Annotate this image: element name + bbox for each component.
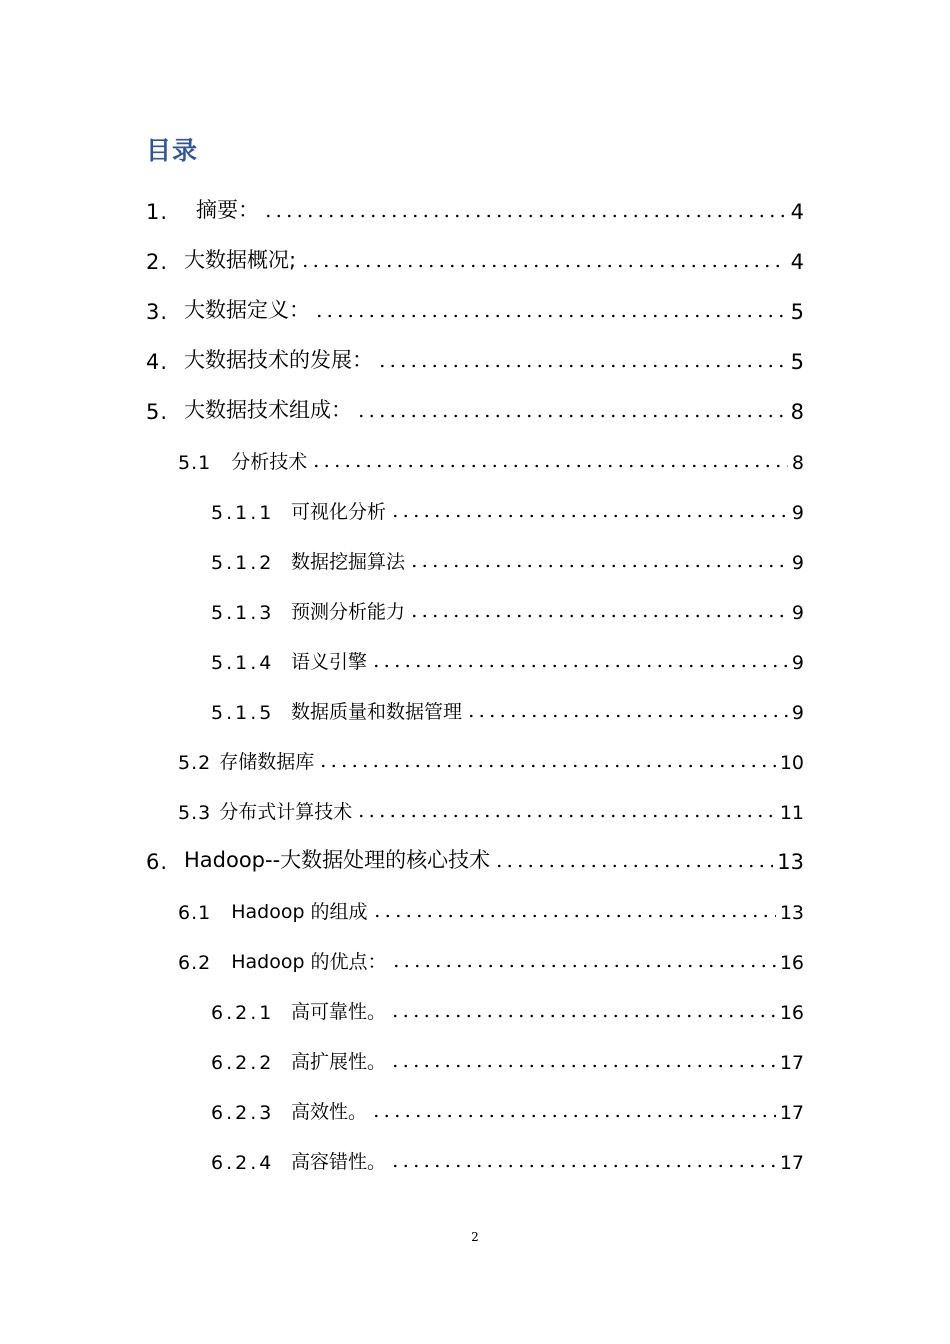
toc-entry-6-2-4[interactable] <box>211 1134 804 1174</box>
toc-entry-number: 5.1 <box>178 452 212 474</box>
toc-entry-page: 17 <box>779 1152 804 1174</box>
toc-leader-dots <box>390 1164 776 1168</box>
toc-entry-2[interactable] <box>146 234 804 274</box>
toc-leader-dots <box>466 714 788 718</box>
toc-entry-number: 6.2.1 <box>211 1002 275 1024</box>
toc-leader-dots <box>409 564 788 568</box>
toc-entry-label: 数据挖掘算法 <box>291 551 406 573</box>
page-number: 2 <box>471 1230 479 1244</box>
toc-entry-5-1-2[interactable] <box>211 534 804 574</box>
toc-entry-label: 高容错性。 <box>291 1151 387 1173</box>
toc-entry-label: 语义引擎 <box>291 651 368 673</box>
toc-entry-5-1-4[interactable] <box>211 634 804 674</box>
toc-entry-page: 13 <box>777 850 804 874</box>
toc-entry-number: 6. <box>146 850 169 874</box>
toc-entry-number: 3. <box>146 300 169 324</box>
toc-entry-number: 6.2.2 <box>211 1052 275 1074</box>
toc-entry-page: 4 <box>790 250 804 274</box>
toc-entry-page: 16 <box>779 1002 804 1024</box>
toc-leader-dots <box>311 464 788 468</box>
toc-leader-dots <box>371 1114 776 1118</box>
toc-entry-6-2-1[interactable] <box>211 984 804 1024</box>
toc-entry-number: 4. <box>146 350 169 374</box>
toc-entry-label: Hadoop 的优点： <box>231 951 387 973</box>
toc-entry-label: 大数据技术组成： <box>184 398 352 422</box>
toc-entry-number: 6.1 <box>178 902 212 924</box>
toc-leader-dots <box>356 414 787 418</box>
toc-entry-number: 6.2 <box>178 952 212 974</box>
toc-leader-dots <box>377 364 787 368</box>
toc-leader-dots <box>390 514 788 518</box>
toc-entry-page: 17 <box>779 1102 804 1124</box>
toc-entry-page: 5 <box>790 300 804 324</box>
toc-entry-page: 9 <box>791 652 804 674</box>
toc-entry-label: Hadoop 的组成 <box>231 901 368 923</box>
toc-entry-label: 分布式计算技术 <box>219 801 353 823</box>
toc-entry-number: 2. <box>146 250 169 274</box>
toc-entry-label: 摘要： <box>196 198 259 222</box>
toc-entry-number: 5. <box>146 400 169 424</box>
toc-entry-label: 高效性。 <box>291 1101 368 1123</box>
toc-entry-number: 5.1.2 <box>211 552 275 574</box>
toc-entry-5-2[interactable] <box>178 734 804 774</box>
toc-entry-6[interactable] <box>146 834 804 874</box>
toc-entry-page: 13 <box>779 902 804 924</box>
toc-entry-number: 5.2 <box>178 752 212 774</box>
toc-entry-label: 预测分析能力 <box>291 601 406 623</box>
toc-leader-dots <box>314 314 787 318</box>
toc-entry-5[interactable] <box>146 384 804 424</box>
toc-leader-dots <box>390 1014 776 1018</box>
toc-leader-dots <box>318 764 776 768</box>
toc-entry-page: 9 <box>791 552 804 574</box>
toc-entry-page: 17 <box>779 1052 804 1074</box>
toc-entry-1[interactable] <box>146 184 804 224</box>
toc-entry-label: 分析技术 <box>231 451 308 473</box>
toc-entry-label: 高扩展性。 <box>291 1051 387 1073</box>
toc-entry-number: 6.2.4 <box>211 1152 275 1174</box>
toc-entry-page: 11 <box>779 802 804 824</box>
toc-entry-page: 4 <box>790 200 804 224</box>
toc-entry-5-1-5[interactable] <box>211 684 804 724</box>
toc-leader-dots <box>391 964 776 968</box>
toc-entry-page: 10 <box>779 752 804 774</box>
toc-entry-page: 8 <box>790 400 804 424</box>
toc-entry-number: 5.1.1 <box>211 502 275 524</box>
toc-entry-number: 5.1.4 <box>211 652 275 674</box>
toc-leader-dots <box>494 864 773 868</box>
toc-leader-dots <box>372 914 776 918</box>
toc-entry-6-1[interactable] <box>178 884 804 924</box>
toc-leader-dots <box>263 214 787 218</box>
toc-leader-dots <box>300 264 787 268</box>
toc-entry-label: 大数据定义： <box>184 298 310 322</box>
toc-entry-label: 大数据概况; <box>184 248 297 272</box>
toc-entry-3[interactable] <box>146 284 804 324</box>
toc-entry-page: 9 <box>791 502 804 524</box>
toc-entry-label: 高可靠性。 <box>291 1001 387 1023</box>
toc-title: 目录 <box>146 136 199 165</box>
toc-entry-number: 1. <box>146 200 169 224</box>
toc-entry-5-3[interactable] <box>178 784 804 824</box>
toc-leader-dots <box>356 814 776 818</box>
toc-entry-label: 可视化分析 <box>291 501 387 523</box>
toc-entry-5-1-3[interactable] <box>211 584 804 624</box>
toc-entry-label: 数据质量和数据管理 <box>291 701 463 723</box>
toc-leader-dots <box>390 1064 776 1068</box>
toc-entry-5-1-1[interactable] <box>211 484 804 524</box>
toc-entry-label: 大数据技术的发展： <box>184 348 373 372</box>
toc-entry-number: 5.1.5 <box>211 702 275 724</box>
toc-entry-6-2[interactable] <box>178 934 804 974</box>
toc-entry-6-2-2[interactable] <box>211 1034 804 1074</box>
toc-entry-6-2-3[interactable] <box>211 1084 804 1124</box>
toc-entry-label: Hadoop--大数据处理的核心技术 <box>184 848 491 872</box>
toc-entry-label: 存储数据库 <box>219 751 315 773</box>
toc-entry-page: 8 <box>791 452 804 474</box>
toc-entry-5-1[interactable] <box>178 434 804 474</box>
toc-entry-number: 5.1.3 <box>211 602 275 624</box>
toc-entry-4[interactable] <box>146 334 804 374</box>
toc-leader-dots <box>371 664 788 668</box>
toc-leader-dots <box>409 614 788 618</box>
toc-entry-number: 5.3 <box>178 802 212 824</box>
toc-entry-page: 9 <box>791 602 804 624</box>
toc-entry-page: 9 <box>791 702 804 724</box>
toc-entry-number: 6.2.3 <box>211 1102 275 1124</box>
toc-entry-page: 16 <box>779 952 804 974</box>
toc-entry-page: 5 <box>790 350 804 374</box>
